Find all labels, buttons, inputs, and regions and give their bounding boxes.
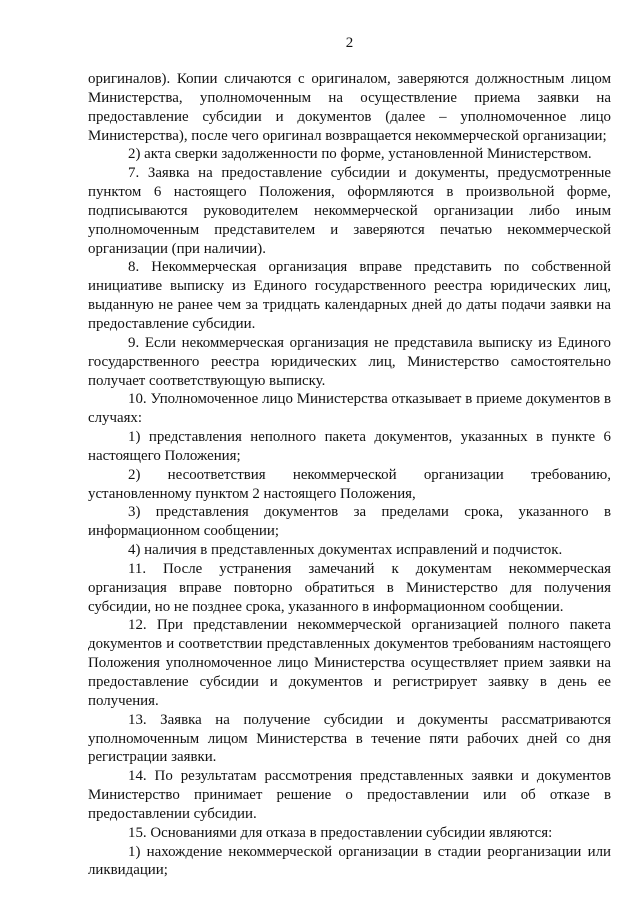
list-item-15-1: 1) нахождение некоммерческой организации в стадии реорганизации или ликвидации; bbox=[88, 843, 611, 879]
paragraph-13: 13. Заявка на получение субсидии и документы рассматриваются уполномоченным лицом Министерства в течение пяти рабочих дней со дня регистрации заявки. bbox=[88, 711, 611, 766]
document-body bbox=[88, 70, 611, 880]
paragraph-10: 10. Уполномоченное лицо Министерства отказывает в приеме документов в случаях: bbox=[88, 391, 611, 427]
list-item-act-reconciliation: 2) акта сверки задолженности по форме, установленной Министерством. bbox=[128, 146, 592, 163]
paragraph-11: 11. После устранения замечаний к документам некоммерческая организация вправе повторно обратиться в Министерство для получения субсидии, но не позднее срока, указанного в информационном сообщении. bbox=[88, 560, 611, 615]
paragraph-7: 7. Заявка на предоставление субсидии и документы, предусмотренные пунктом 6 настоящего Положения, оформляются в произвольной форме, подписываются руководителем некоммерческой организации либо иным уполномоченным представителем и заверяются печатью некоммерческой организации (при наличии). bbox=[88, 165, 611, 257]
paragraph-12: 12. При представлении некоммерческой организацией полного пакета документов и соответствии представленных документов требованиям настоящего Положения уполномоченное лицо Министерства осуществляет прием заявки на предоставление субсидии и документов и регистрирует заявку в день ее получения. bbox=[88, 617, 611, 709]
list-item-10-4: 4) наличия в представленных документах исправлений и подчисток. bbox=[128, 542, 563, 559]
paragraph-8: 8. Некоммерческая организация вправе представить по собственной инициативе выписку из Единого государственного реестра юридических лиц, выданную не ранее чем за тридцать календарных дней до даты подачи заявки на предоставление субсидии. bbox=[88, 259, 611, 332]
list-item-10-3: 3) представления документов за пределами срока, указанного в информационном сообщении; bbox=[88, 504, 611, 540]
list-item-10-2: 2) несоответствия некоммерческой организации требованию, установленному пунктом 2 настоящего Положения, bbox=[88, 466, 611, 502]
list-item-10-1: 1) представления неполного пакета документов, указанных в пункте 6 настоящего Положения; bbox=[88, 429, 611, 464]
paragraph-14: 14. По результатам рассмотрения представленных заявки и документов Министерство принимает решение о предоставлении или об отказе в предоставлении субсидии. bbox=[88, 768, 611, 822]
page-number: 2 bbox=[345, 35, 354, 51]
paragraph-15: 15. Основаниями для отказа в предоставлении субсидии являются: bbox=[128, 824, 553, 841]
paragraph-9: 9. Если некоммерческая организация не представила выписку из Единого государственного реестра юридических лиц, Министерство самостоятельно получает соответствующую выписку. bbox=[88, 334, 611, 389]
paragraph-continuation: оригиналов). Копии сличаются с оригиналом, заверяются должностным лицом Министерства, уполномоченным на осуществление приема заявки на предоставление субсидии и документов (далее – уполномоченное лицо Министерства), после чего оригинал возвращается некоммерческой организации; bbox=[88, 71, 611, 144]
